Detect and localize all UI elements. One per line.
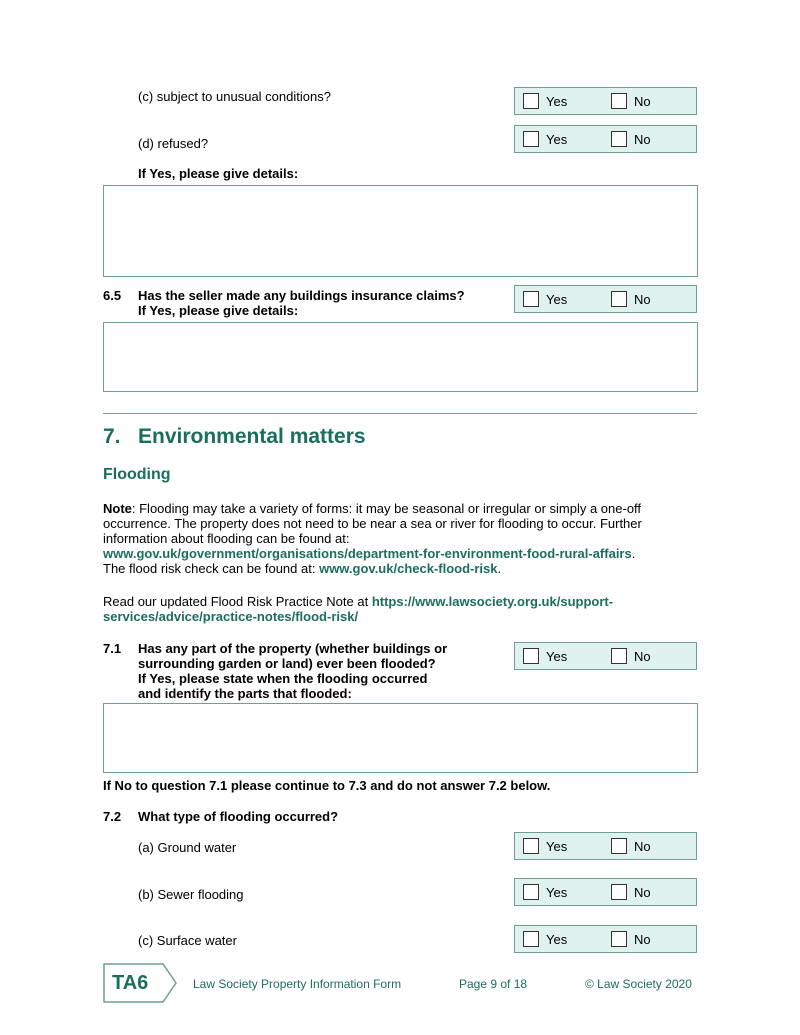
q71-line1: Has any part of the property (whether buildings or bbox=[138, 641, 448, 656]
ta6-badge-text: TA6 bbox=[112, 972, 149, 994]
section-divider bbox=[103, 413, 697, 414]
q72b-no-checkbox[interactable] bbox=[611, 884, 627, 900]
q72c-yes-no bbox=[514, 925, 697, 953]
q72a-no-checkbox[interactable] bbox=[611, 838, 627, 854]
footer-form-name: Law Society Property Information Form bbox=[193, 977, 402, 991]
no-label: No bbox=[634, 292, 651, 307]
q71-line2: surrounding garden or land) ever been flooded? bbox=[138, 656, 436, 671]
yes-label: Yes bbox=[546, 932, 568, 947]
q72c-label: (c) Surface water bbox=[138, 933, 237, 948]
q72c-no-checkbox[interactable] bbox=[611, 931, 627, 947]
practice-note-link[interactable]: https://www.lawsociety.org.uk/support-services/advice/practice-notes/flood-risk/ bbox=[103, 594, 614, 624]
q72a-yes-no bbox=[514, 832, 697, 860]
q65-yes-checkbox[interactable] bbox=[523, 291, 539, 307]
note-text: : Flooding may take a variety of forms: it may be seasonal or irregular or simply a one-off occurrence. The property does not need to be near a sea or river for flooding to occur. Further information about flooding can be found at: bbox=[103, 501, 642, 546]
q64-details-label: If Yes, please give details: bbox=[138, 166, 299, 181]
defra-link-end: . bbox=[631, 546, 636, 561]
q64d-no-checkbox[interactable] bbox=[611, 131, 627, 147]
no-label: No bbox=[634, 885, 651, 900]
yes-label: Yes bbox=[546, 885, 568, 900]
q65-no-checkbox[interactable] bbox=[611, 291, 627, 307]
q71-number: 7.1 bbox=[103, 641, 122, 656]
flood-check-text: The flood risk check can be found at: bbox=[103, 561, 320, 576]
note-label: Note bbox=[103, 501, 132, 516]
footer-copyright: © Law Society 2020 bbox=[585, 977, 692, 991]
no-label: No bbox=[634, 649, 651, 664]
section7-number: 7. bbox=[103, 425, 121, 448]
q64-details-field[interactable] bbox=[103, 185, 698, 277]
q72-number: 7.2 bbox=[103, 809, 122, 824]
footer-page-number: Page 9 of 18 bbox=[459, 977, 528, 991]
yes-label: Yes bbox=[546, 292, 568, 307]
yes-label: Yes bbox=[546, 94, 568, 109]
q72a-yes-checkbox[interactable] bbox=[523, 838, 539, 854]
practice-note bbox=[103, 594, 663, 624]
no-label: No bbox=[634, 932, 651, 947]
q71-line3: If Yes, please state when the flooding occurred bbox=[138, 671, 428, 686]
q72b-label: (b) Sewer flooding bbox=[138, 887, 244, 902]
flooding-note bbox=[103, 501, 683, 576]
q71-yes-checkbox[interactable] bbox=[523, 648, 539, 664]
yes-label: Yes bbox=[546, 649, 568, 664]
flood-check-link[interactable]: www.gov.uk/check-flood-risk bbox=[319, 561, 498, 576]
yes-label: Yes bbox=[546, 132, 568, 147]
q71-line4: and identify the parts that flooded: bbox=[138, 686, 352, 701]
no-label: No bbox=[634, 132, 651, 147]
defra-link[interactable]: www.gov.uk/government/organisations/department-for-environment-food-rural-affairs bbox=[103, 546, 632, 561]
q64d-label: (d) refused? bbox=[138, 136, 209, 151]
q64c-no-checkbox[interactable] bbox=[611, 93, 627, 109]
q65-question: Has the seller made any buildings insurance claims? bbox=[138, 288, 465, 303]
section7-title: Environmental matters bbox=[138, 425, 366, 448]
if-no-note: If No to question 7.1 please continue to 7.3 and do not answer 7.2 below. bbox=[103, 778, 551, 793]
flood-check-link-end: . bbox=[497, 561, 502, 576]
q71-question bbox=[138, 641, 478, 701]
q64d-yes-no bbox=[514, 125, 697, 153]
q64c-yes-no bbox=[514, 87, 697, 115]
q72b-yes-no bbox=[514, 878, 697, 906]
no-label: No bbox=[634, 839, 651, 854]
q64c-label: (c) subject to unusual conditions? bbox=[138, 89, 331, 104]
q71-yes-no bbox=[514, 642, 697, 670]
flooding-heading: Flooding bbox=[103, 466, 171, 483]
q65-details-prompt: If Yes, please give details: bbox=[138, 303, 299, 318]
q71-no-checkbox[interactable] bbox=[611, 648, 627, 664]
q64c-yes-checkbox[interactable] bbox=[523, 93, 539, 109]
q65-number: 6.5 bbox=[103, 288, 122, 303]
q72a-label: (a) Ground water bbox=[138, 840, 237, 855]
no-label: No bbox=[634, 94, 651, 109]
ta6-badge bbox=[103, 963, 178, 1003]
practice-note-text: Read our updated Flood Risk Practice Note at bbox=[103, 594, 372, 609]
q65-yes-no bbox=[514, 285, 697, 313]
q64d-yes-checkbox[interactable] bbox=[523, 131, 539, 147]
yes-label: Yes bbox=[546, 839, 568, 854]
q72b-yes-checkbox[interactable] bbox=[523, 884, 539, 900]
q72-question: What type of flooding occurred? bbox=[138, 809, 339, 824]
q65-details-field[interactable] bbox=[103, 322, 698, 392]
q71-details-field[interactable] bbox=[103, 703, 698, 773]
q72c-yes-checkbox[interactable] bbox=[523, 931, 539, 947]
